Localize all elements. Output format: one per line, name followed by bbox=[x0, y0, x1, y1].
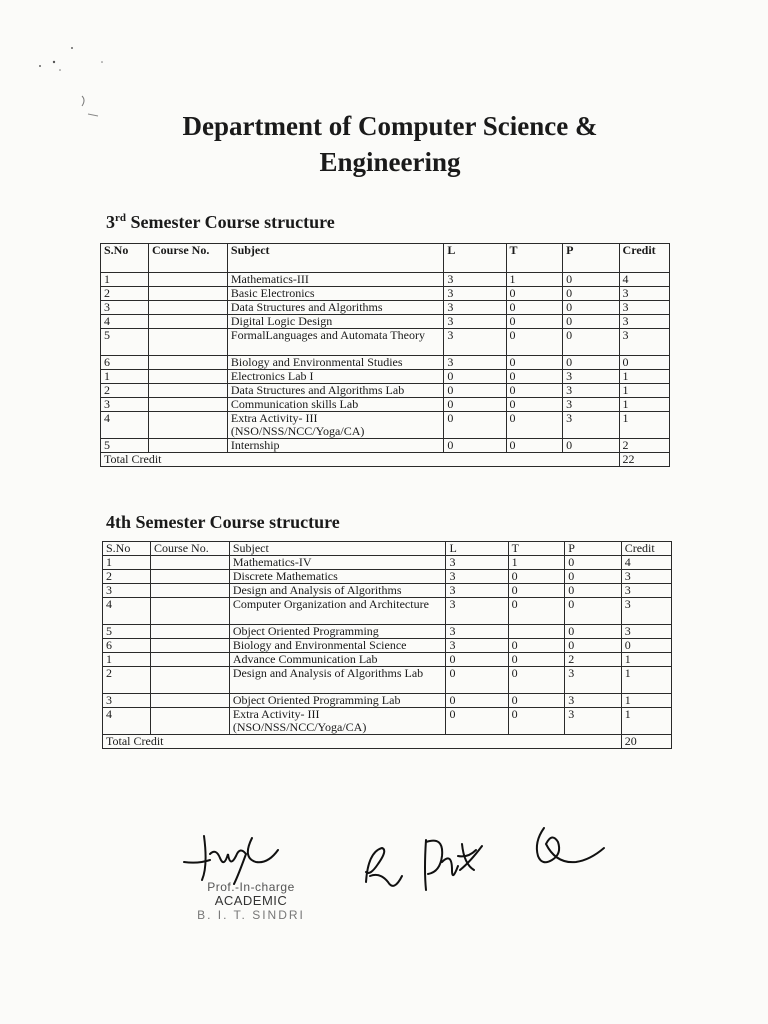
table-row bbox=[101, 315, 670, 329]
table-cell: 3 bbox=[444, 356, 506, 370]
table-cell: 0 bbox=[563, 439, 619, 453]
table-cell bbox=[149, 412, 228, 439]
table-cell: 0 bbox=[563, 329, 619, 356]
table-cell: 2 bbox=[103, 570, 151, 584]
table-cell: 0 bbox=[446, 708, 508, 735]
table-cell: 3 bbox=[446, 625, 508, 639]
column-header: Subject bbox=[229, 542, 446, 556]
table-cell: FormalLanguages and Automata Theory bbox=[227, 329, 443, 356]
table-cell bbox=[151, 556, 230, 570]
table-cell bbox=[149, 329, 228, 356]
table-cell: 0 bbox=[565, 625, 622, 639]
table-cell: Electronics Lab I bbox=[227, 370, 443, 384]
table-cell: Mathematics-IV bbox=[229, 556, 446, 570]
table-cell: 4 bbox=[619, 273, 669, 287]
table-cell: 3 bbox=[446, 570, 508, 584]
table-cell bbox=[151, 708, 230, 735]
table-cell: 0 bbox=[506, 384, 563, 398]
table-cell: 1 bbox=[621, 708, 671, 735]
table-cell: 3 bbox=[446, 584, 508, 598]
table-cell: Object Oriented Programming Lab bbox=[229, 694, 446, 708]
total-credit-label: Total Credit bbox=[101, 453, 620, 467]
table-cell: 0 bbox=[563, 287, 619, 301]
table-cell: 0 bbox=[565, 598, 622, 625]
total-credit-value: 20 bbox=[621, 735, 671, 749]
table-row bbox=[103, 667, 672, 694]
table-cell: Extra Activity- III (NSO/NSS/NCC/Yoga/CA) bbox=[229, 708, 446, 735]
table-cell: 1 bbox=[619, 412, 669, 439]
table-cell: 0 bbox=[508, 653, 565, 667]
table-cell: 3 bbox=[446, 639, 508, 653]
table-cell: 3 bbox=[101, 301, 149, 315]
column-header: Course No. bbox=[149, 244, 228, 273]
table-cell bbox=[149, 398, 228, 412]
column-header: Credit bbox=[619, 244, 669, 273]
table-row bbox=[103, 625, 672, 639]
table-cell: 3 bbox=[444, 329, 506, 356]
table-cell: 2 bbox=[565, 653, 622, 667]
table-cell bbox=[149, 384, 228, 398]
column-header: T bbox=[506, 244, 563, 273]
table-cell: 2 bbox=[619, 439, 669, 453]
table-cell bbox=[151, 584, 230, 598]
table-row bbox=[103, 556, 672, 570]
sem4-course-table bbox=[102, 541, 672, 749]
table-cell: 6 bbox=[103, 639, 151, 653]
table-cell: 0 bbox=[446, 694, 508, 708]
table-cell: 4 bbox=[103, 708, 151, 735]
table-cell bbox=[508, 625, 565, 639]
table-cell: 1 bbox=[621, 694, 671, 708]
table-cell: 0 bbox=[506, 439, 563, 453]
table-cell: 1 bbox=[101, 273, 149, 287]
scan-specks bbox=[30, 40, 120, 130]
table-cell: 0 bbox=[565, 639, 622, 653]
table-cell: 1 bbox=[103, 556, 151, 570]
table-cell: 0 bbox=[563, 315, 619, 329]
table-cell: 0 bbox=[565, 556, 622, 570]
table-cell: Discrete Mathematics bbox=[229, 570, 446, 584]
signature-prof-in-charge bbox=[184, 836, 278, 884]
table-cell: 3 bbox=[619, 329, 669, 356]
table-cell: 0 bbox=[508, 667, 565, 694]
signature-3 bbox=[425, 840, 482, 890]
table-row bbox=[103, 598, 672, 625]
table-cell: 0 bbox=[508, 694, 565, 708]
table-cell: Internship bbox=[227, 439, 443, 453]
table-cell: Computer Organization and Architecture bbox=[229, 598, 446, 625]
table-cell bbox=[151, 598, 230, 625]
table-cell: Communication skills Lab bbox=[227, 398, 443, 412]
table-cell: 3 bbox=[103, 694, 151, 708]
table-cell: 0 bbox=[563, 273, 619, 287]
table-cell: 3 bbox=[621, 625, 671, 639]
table-cell: 0 bbox=[508, 584, 565, 598]
table-cell: 0 bbox=[506, 329, 563, 356]
table-cell bbox=[149, 273, 228, 287]
column-header: S.No bbox=[103, 542, 151, 556]
table-cell bbox=[149, 370, 228, 384]
table-row bbox=[101, 287, 670, 301]
table-cell: Biology and Environmental Science bbox=[229, 639, 446, 653]
table-cell bbox=[151, 639, 230, 653]
column-header: Course No. bbox=[151, 542, 230, 556]
table-cell: 3 bbox=[565, 694, 622, 708]
table-cell: 3 bbox=[563, 398, 619, 412]
table-cell: 0 bbox=[506, 301, 563, 315]
table-cell: 3 bbox=[621, 598, 671, 625]
total-credit-row bbox=[101, 453, 670, 467]
table-row bbox=[101, 356, 670, 370]
table-cell: Biology and Environmental Studies bbox=[227, 356, 443, 370]
sem3-course-table bbox=[100, 243, 670, 467]
table-row bbox=[103, 708, 672, 735]
table-cell: 0 bbox=[444, 412, 506, 439]
table-cell: Advance Communication Lab bbox=[229, 653, 446, 667]
table-cell: 3 bbox=[619, 287, 669, 301]
table-cell: 0 bbox=[444, 439, 506, 453]
table-cell bbox=[151, 667, 230, 694]
table-cell: Design and Analysis of Algorithms Lab bbox=[229, 667, 446, 694]
table-cell: 3 bbox=[565, 667, 622, 694]
table-cell: Digital Logic Design bbox=[227, 315, 443, 329]
table-cell: Object Oriented Programming bbox=[229, 625, 446, 639]
table-cell: 0 bbox=[506, 287, 563, 301]
table-cell: 0 bbox=[506, 398, 563, 412]
signature-2 bbox=[366, 848, 402, 886]
sem3-heading-text: Semester Course structure bbox=[126, 212, 335, 232]
table-cell: 0 bbox=[444, 398, 506, 412]
table-row bbox=[101, 370, 670, 384]
total-credit-value: 22 bbox=[619, 453, 669, 467]
table-cell: 3 bbox=[621, 570, 671, 584]
table-cell bbox=[151, 570, 230, 584]
table-cell: 3 bbox=[565, 708, 622, 735]
table-cell: 3 bbox=[563, 384, 619, 398]
table-row bbox=[101, 329, 670, 356]
table-row bbox=[103, 584, 672, 598]
signature-4 bbox=[537, 828, 604, 862]
table-cell: 1 bbox=[619, 398, 669, 412]
table-cell: 3 bbox=[563, 370, 619, 384]
table-row bbox=[103, 653, 672, 667]
column-header: L bbox=[446, 542, 508, 556]
table-row bbox=[101, 439, 670, 453]
column-header: L bbox=[444, 244, 506, 273]
department-title: Department of Computer Science & Engineering bbox=[182, 111, 598, 177]
table-cell: Extra Activity- III (NSO/NSS/NCC/Yoga/CA) bbox=[227, 412, 443, 439]
table-cell: 2 bbox=[103, 667, 151, 694]
table-cell: 2 bbox=[101, 384, 149, 398]
table-cell: 0 bbox=[565, 584, 622, 598]
sem3-heading-sup: rd bbox=[115, 212, 126, 224]
table-cell: Design and Analysis of Algorithms bbox=[229, 584, 446, 598]
table-cell bbox=[149, 287, 228, 301]
table-cell: 3 bbox=[101, 398, 149, 412]
stamp-line-3: B. I. T. SINDRI bbox=[197, 908, 305, 922]
table-header-row bbox=[101, 244, 670, 273]
table-row bbox=[101, 412, 670, 439]
table-cell: 0 bbox=[565, 570, 622, 584]
table-cell: 3 bbox=[619, 301, 669, 315]
table-cell: 1 bbox=[619, 384, 669, 398]
table-cell: 0 bbox=[621, 639, 671, 653]
table-row bbox=[101, 273, 670, 287]
stamp-line-1: Prof.-In-charge bbox=[207, 880, 295, 894]
table-cell: 0 bbox=[506, 356, 563, 370]
table-cell: 0 bbox=[563, 356, 619, 370]
table-cell: 0 bbox=[444, 370, 506, 384]
table-cell: 0 bbox=[446, 653, 508, 667]
stamp-line-2: ACADEMIC bbox=[214, 893, 288, 908]
column-header: P bbox=[565, 542, 622, 556]
table-cell: 5 bbox=[101, 329, 149, 356]
table-cell: 0 bbox=[508, 708, 565, 735]
table-row bbox=[101, 384, 670, 398]
table-cell: 3 bbox=[446, 556, 508, 570]
column-header: P bbox=[563, 244, 619, 273]
table-cell: 0 bbox=[506, 315, 563, 329]
table-cell: 6 bbox=[101, 356, 149, 370]
table-cell bbox=[151, 625, 230, 639]
table-cell: 3 bbox=[619, 315, 669, 329]
table-cell: 4 bbox=[101, 412, 149, 439]
table-cell: 0 bbox=[506, 412, 563, 439]
table-cell: 3 bbox=[444, 273, 506, 287]
table-cell: 3 bbox=[444, 301, 506, 315]
table-cell: Mathematics-III bbox=[227, 273, 443, 287]
table-cell: 4 bbox=[621, 556, 671, 570]
table-cell: 3 bbox=[446, 598, 508, 625]
table-cell: 3 bbox=[444, 287, 506, 301]
table-row bbox=[101, 301, 670, 315]
table-cell: 5 bbox=[101, 439, 149, 453]
table-cell: 1 bbox=[508, 556, 565, 570]
table-cell: 1 bbox=[101, 370, 149, 384]
table-cell: Data Structures and Algorithms bbox=[227, 301, 443, 315]
table-cell bbox=[151, 694, 230, 708]
table-cell: 1 bbox=[103, 653, 151, 667]
table-cell: 0 bbox=[619, 356, 669, 370]
table-cell: 3 bbox=[103, 584, 151, 598]
column-header: Subject bbox=[227, 244, 443, 273]
total-credit-label: Total Credit bbox=[103, 735, 622, 749]
table-cell: 0 bbox=[444, 384, 506, 398]
column-header: S.No bbox=[101, 244, 149, 273]
sem3-heading-number: 3 bbox=[106, 212, 115, 232]
table-cell: 0 bbox=[508, 639, 565, 653]
table-cell: 4 bbox=[101, 315, 149, 329]
total-credit-row bbox=[103, 735, 672, 749]
table-cell bbox=[149, 356, 228, 370]
sem3-heading bbox=[106, 212, 335, 233]
table-cell: 0 bbox=[508, 570, 565, 584]
table-row bbox=[103, 570, 672, 584]
table-cell: 1 bbox=[619, 370, 669, 384]
table-row bbox=[101, 398, 670, 412]
table-cell: Data Structures and Algorithms Lab bbox=[227, 384, 443, 398]
table-cell: 3 bbox=[563, 412, 619, 439]
table-cell: 0 bbox=[508, 598, 565, 625]
table-cell: 3 bbox=[444, 315, 506, 329]
table-cell: 3 bbox=[621, 584, 671, 598]
academic-stamp bbox=[186, 880, 316, 922]
table-cell: 4 bbox=[103, 598, 151, 625]
sem4-heading: 4th Semester Course structure bbox=[106, 512, 340, 532]
column-header: T bbox=[508, 542, 565, 556]
table-cell bbox=[149, 301, 228, 315]
table-cell: 2 bbox=[101, 287, 149, 301]
table-cell: 0 bbox=[506, 370, 563, 384]
table-cell bbox=[151, 653, 230, 667]
table-cell: 1 bbox=[621, 667, 671, 694]
table-cell bbox=[149, 315, 228, 329]
table-cell: 0 bbox=[563, 301, 619, 315]
table-cell bbox=[149, 439, 228, 453]
table-row bbox=[103, 639, 672, 653]
table-row bbox=[103, 694, 672, 708]
column-header: Credit bbox=[621, 542, 671, 556]
table-cell: Basic Electronics bbox=[227, 287, 443, 301]
table-cell: 1 bbox=[621, 653, 671, 667]
table-cell: 0 bbox=[446, 667, 508, 694]
table-cell: 1 bbox=[506, 273, 563, 287]
table-cell: 5 bbox=[103, 625, 151, 639]
table-header-row bbox=[103, 542, 672, 556]
